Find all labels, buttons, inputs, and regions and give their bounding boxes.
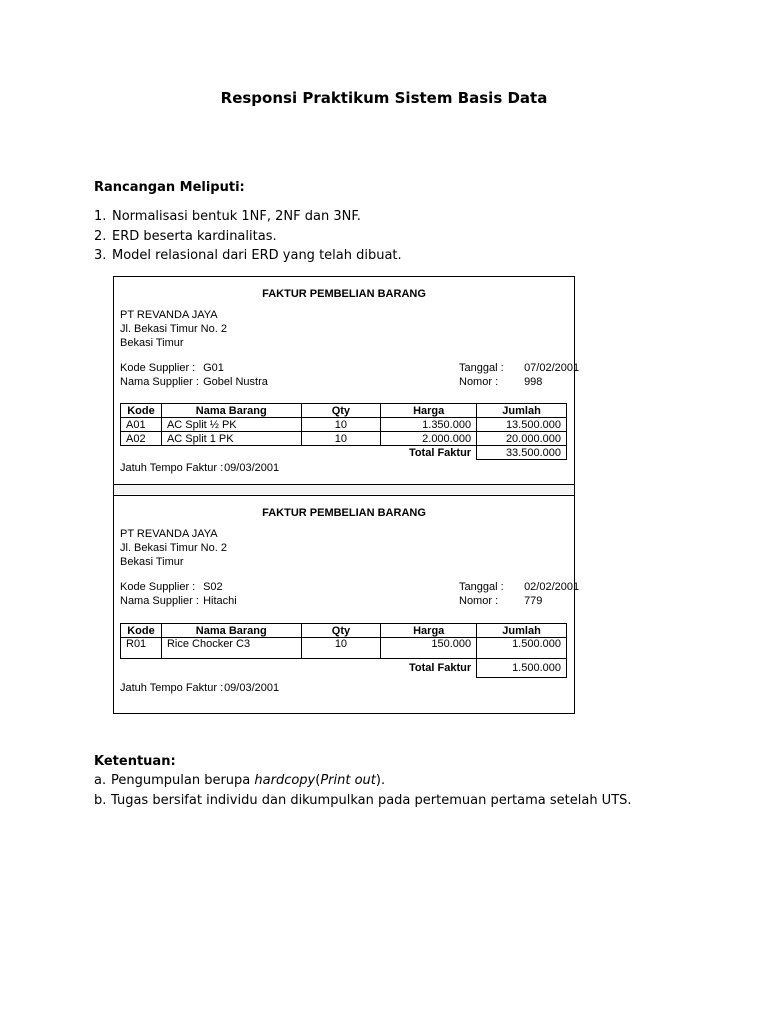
list-item: b. Tugas bersifat individu dan dikumpulkan pada pertemuan pertama setelah UTS. xyxy=(94,792,632,808)
table-row: A02 AC Split 1 PK 10 2.000.000 20.000.000 xyxy=(121,432,567,446)
invoice-number: Nomor : 998 xyxy=(459,376,543,388)
due-date: Jatuh Tempo Faktur : 09/03/2001 xyxy=(120,462,280,474)
table-header-row: Kode Nama Barang Qty Harga Jumlah xyxy=(121,404,567,418)
supplier-name: Nama Supplier : Gobel Nustra xyxy=(120,376,268,388)
due-date: Jatuh Tempo Faktur : 09/03/2001 xyxy=(120,682,280,694)
divider-gap xyxy=(114,485,574,494)
invoice-1 xyxy=(114,277,580,484)
invoice-items-table xyxy=(120,403,567,460)
company-address-line1: Jl. Bekasi Timur No. 2 xyxy=(120,542,227,554)
company-address-line1: Jl. Bekasi Timur No. 2 xyxy=(120,323,227,335)
company-name: PT REVANDA JAYA xyxy=(120,309,218,321)
invoice-number: Nomor : 779 xyxy=(459,595,543,607)
company-address-line2: Bekasi Timur xyxy=(120,556,184,568)
company-address-line2: Bekasi Timur xyxy=(120,337,184,349)
page-title: Responsi Praktikum Sistem Basis Data xyxy=(220,89,548,107)
table-row: A01 AC Split ½ PK 10 1.350.000 13.500.000 xyxy=(121,418,567,432)
list-item: 2. ERD beserta kardinalitas. xyxy=(94,228,277,244)
supplier-code: Kode Supplier : S02 xyxy=(120,581,223,593)
table-total-row: Total Faktur 33.500.000 xyxy=(121,446,567,460)
invoice-items-table xyxy=(120,623,567,678)
list-item: 1. Normalisasi bentuk 1NF, 2NF dan 3NF. xyxy=(94,209,361,224)
table-header-row: Kode Nama Barang Qty Harga Jumlah xyxy=(121,624,567,638)
invoice-date: Tanggal : 07/02/2001 xyxy=(459,362,580,374)
list-item: a. Pengumpulan berupa hardcopy(Print out). xyxy=(94,773,386,788)
invoice-date: Tanggal : 02/02/2001 xyxy=(459,581,580,593)
list-item: 3. Model relasional dari ERD yang telah dibuat. xyxy=(94,248,402,263)
requirements-list xyxy=(94,207,402,266)
company-name: PT REVANDA JAYA xyxy=(120,528,218,540)
rules-heading: Ketentuan: xyxy=(94,754,176,769)
invoice-title: FAKTUR PEMBELIAN BARANG xyxy=(262,507,426,519)
supplier-code: Kode Supplier : G01 xyxy=(120,362,224,374)
table-row: R01 Rice Chocker C3 10 150.000 1.500.000 xyxy=(121,638,567,659)
invoice-2 xyxy=(114,496,580,713)
requirements-heading: Rancangan Meliputi: xyxy=(94,180,245,195)
rules-list xyxy=(94,771,632,810)
supplier-name: Nama Supplier : Hitachi xyxy=(120,595,237,607)
invoice-title: FAKTUR PEMBELIAN BARANG xyxy=(262,288,426,300)
table-total-row: Total Faktur 1.500.000 xyxy=(121,659,567,678)
invoice-image xyxy=(113,276,580,714)
